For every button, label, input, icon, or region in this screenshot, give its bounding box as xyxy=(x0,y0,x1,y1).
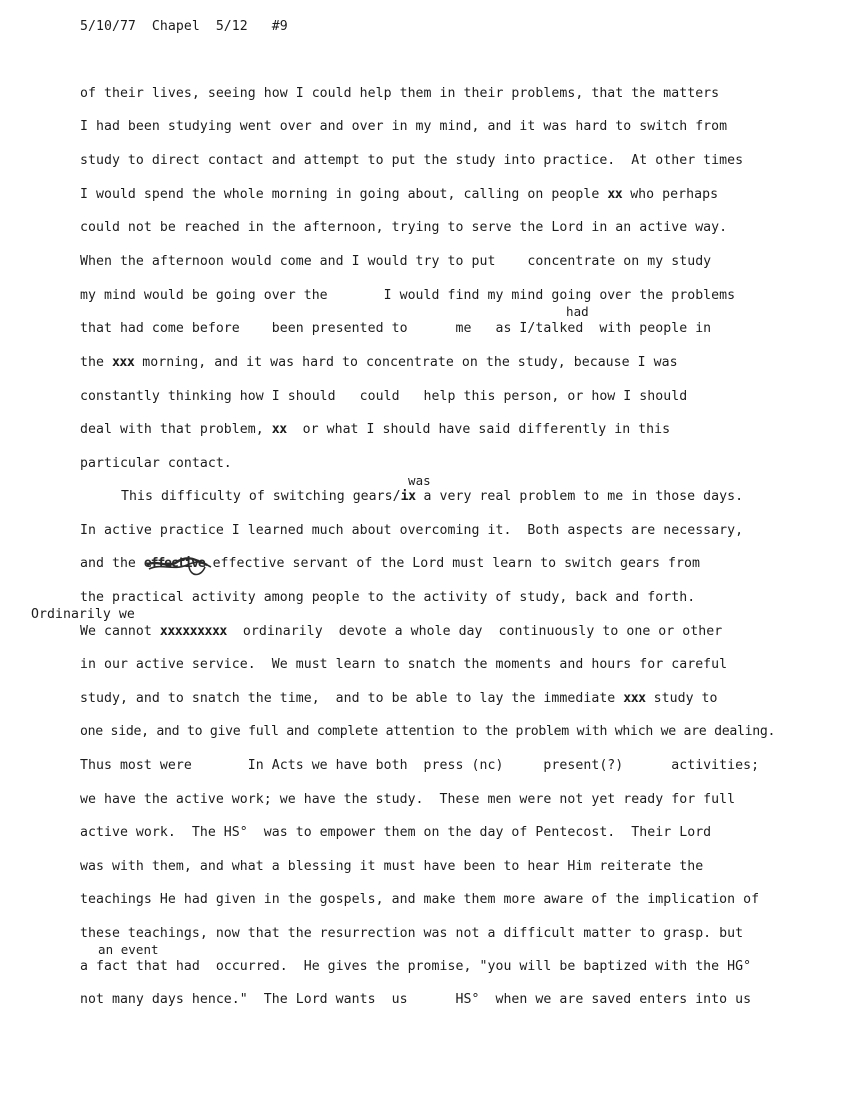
text-line: of their lives, seeing how I could help them in their problems, that the matters xyxy=(80,86,720,101)
text-line xyxy=(80,422,670,438)
text-segment: We cannot xyxy=(80,624,160,639)
text-line xyxy=(80,691,718,707)
text-line xyxy=(80,624,722,640)
text-segment: a very real problem to me in those days. xyxy=(415,489,744,504)
text-segment: the xyxy=(80,355,112,370)
text-segment: study, and to snatch the time, and to be able to lay the immediate xyxy=(80,691,624,706)
text-line: When the afternoon would come and I would try to put concentrate on my study xyxy=(80,254,712,269)
interlinear-insertion: had xyxy=(566,304,589,319)
text-line: particular contact. xyxy=(80,456,232,471)
text-line: we have the active work; we have the study. These men were not yet ready for full xyxy=(80,792,736,807)
text-line: constantly thinking how I should could help this person, or how I should xyxy=(80,389,688,404)
interlinear-insertion: Ordinarily we xyxy=(31,607,135,622)
text-line: Thus most were In Acts we have both press (nc) present(?) activities; xyxy=(80,758,760,773)
text-segment: and the xyxy=(80,556,144,571)
text-segment: or what I should have said differently in this xyxy=(286,422,671,437)
text-segment: who perhaps xyxy=(622,187,719,202)
struck-out-text: xxx xyxy=(111,355,135,370)
interlinear-insertion: an event xyxy=(98,942,159,957)
text-line: In active practice I learned much about overcoming it. Both aspects are necessary, xyxy=(80,523,744,538)
text-line xyxy=(80,355,678,371)
page-header: 5/10/77 Chapel 5/12 #9 xyxy=(80,19,288,34)
struck-out-text: xxxxxxxxx xyxy=(159,624,227,639)
struck-out-text: effective xyxy=(143,556,205,571)
text-segment: I would spend the whole morning in going about, calling on people xyxy=(80,187,608,202)
text-segment: deal with that problem, xyxy=(80,422,272,437)
struck-out-text: xx xyxy=(607,187,623,202)
text-line: in our active service. We must learn to snatch the moments and hours for careful xyxy=(80,657,728,672)
text-line: active work. The HS° was to empower them on the day of Pentecost. Their Lord xyxy=(80,825,712,840)
text-line: was with them, and what a blessing it must have been to hear Him reiterate the xyxy=(80,859,704,874)
struck-out-text: ix xyxy=(400,489,416,504)
text-segment: effective servant of the Lord must learn to switch gears from xyxy=(204,556,700,571)
text-line: teachings He had given in the gospels, and make them more aware of the implication of xyxy=(80,892,760,907)
text-segment: study to xyxy=(645,691,718,706)
text-line: one side, and to give full and complete attention to the problem with which we are dealing. xyxy=(80,724,776,739)
text-line: study to direct contact and attempt to put the study into practice. At other times xyxy=(80,153,744,168)
text-line: a fact that had occurred. He gives the promise, "you will be baptized with the HG° xyxy=(80,959,752,974)
text-line: my mind would be going over the I would find my mind going over the problems xyxy=(80,288,736,303)
text-line: the practical activity among people to the activity of study, back and forth. xyxy=(80,590,696,605)
text-line: that had come before been presented to me as I/talked with people in xyxy=(80,321,712,336)
text-line: not many days hence." The Lord wants us HS° when we are saved enters into us xyxy=(80,992,752,1007)
text-line: I had been studying went over and over in my mind, and it was hard to switch from xyxy=(80,119,728,134)
struck-out-text: xxx xyxy=(623,691,646,706)
interlinear-insertion: was xyxy=(408,473,431,488)
struck-out-text: xx xyxy=(271,422,287,437)
text-segment: This difficulty of switching gears/ xyxy=(121,489,401,504)
text-line: could not be reached in the afternoon, trying to serve the Lord in an active way. xyxy=(80,220,728,235)
text-segment: morning, and it was hard to concentrate on the study, because I was xyxy=(134,355,678,370)
ink-scribble-mark xyxy=(145,553,215,579)
text-segment: ordinarily devote a whole day continuously to one or other xyxy=(226,624,723,639)
text-line xyxy=(80,187,718,203)
text-line: these teachings, now that the resurrection was not a difficult matter to grasp. but xyxy=(80,926,744,941)
text-line xyxy=(121,489,743,505)
